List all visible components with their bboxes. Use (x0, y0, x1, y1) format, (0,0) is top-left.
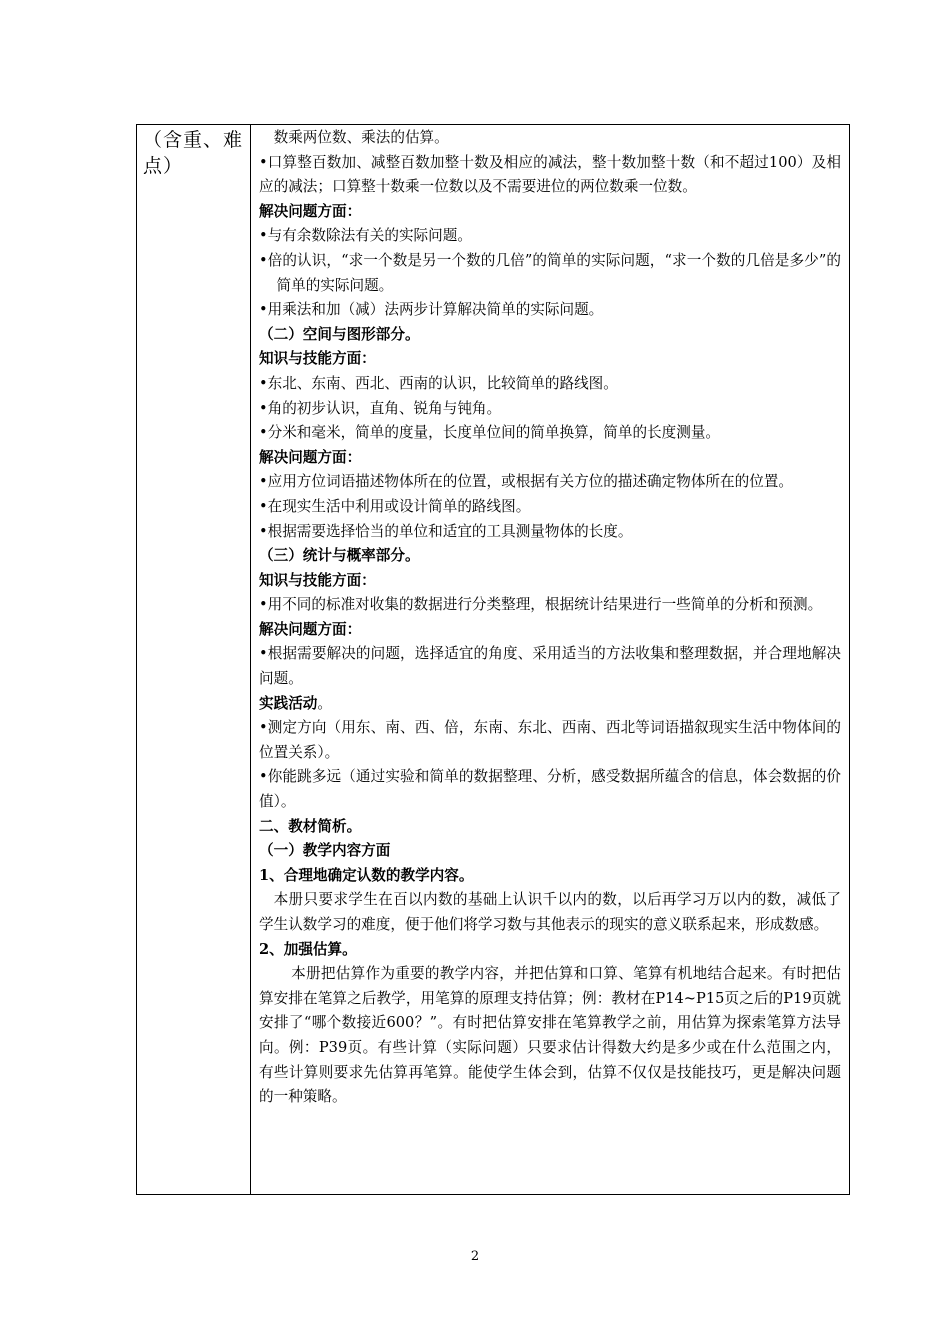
bullet-item: •与有余数除法有关的实际问题。 (259, 227, 472, 245)
section-heading: 解决问题方面： (259, 620, 362, 638)
paragraph: 本册只要求学生在百以内数的基础上认识千以内的数，以后再学习万以内的数，减低了学生认数学习的难度，便于他们将学习数与其他表示的现实的意义联系起来，形成数感。 (259, 891, 841, 933)
section-heading: 解决问题方面： (259, 448, 362, 466)
section-heading: （三）统计与概率部分。 (259, 547, 420, 565)
practice-heading-line (259, 692, 841, 717)
bullet-item: •测定方向（用东、南、西、倍，东南、东北、西南、西北等词语描叙现实生活中物体间的位置关系）。 (259, 719, 841, 761)
bullet-item: •口算整百数加、减整百数加整十数及相应的减法，整十数加整十数（和不超过100）及相应的减法；口算整十数乘一位数以及不需要进位的两位数乘一位数。 (259, 153, 841, 196)
bullet-item: •应用方位词语描述物体所在的位置，或根据有关方位的描述确定物体所在的位置。 (259, 473, 793, 491)
bullet-item: •用不同的标准对收集的数据进行分类整理，根据统计结果进行一些简单的分析和预测。 (259, 596, 823, 614)
left-header-text: （含重、难点） (143, 129, 244, 177)
section-heading: （一）教学内容方面 (259, 842, 391, 860)
section-heading: （二）空间与图形部分。 (259, 325, 420, 343)
bullet-item: •分米和毫米，简单的度量，长度单位间的简单换算，简单的长度测量。 (259, 424, 721, 442)
practice-heading: 实践活动 (259, 694, 318, 712)
section-heading: 1、合理地确定认数的教学内容。 (259, 866, 474, 884)
bullet-item: •角的初步认识，直角、锐角与钝角。 (259, 399, 502, 417)
left-header-cell (137, 125, 251, 1194)
bullet-item: •东北、东南、西北、西南的认识，比较简单的路线图。 (259, 374, 618, 392)
bullet-item: •根据需要解决的问题，选择适宜的角度、采用适当的方法收集和整理数据，并合理地解决问题。 (259, 645, 841, 688)
bullet-item: •根据需要选择恰当的单位和适宜的工具测量物体的长度。 (259, 522, 633, 540)
section-heading: 2、加强估算。 (259, 940, 357, 958)
section-heading: 知识与技能方面： (259, 571, 376, 589)
page-number: 2 (470, 1249, 480, 1264)
bullet-item: •倍的认识，“求一个数是另一个数的几倍”的简单的实际问题，“求一个数的几倍是多少”的简单的实际问题。 (259, 251, 841, 294)
section-heading: 二、教材简析。 (259, 817, 362, 835)
paragraph: 本册把估算作为重要的教学内容，并把估算和口算、笔算有机地结合起来。有时把估算安排在笔算之后教学，用笔算的原理支持估算；例：教材在P14~P15页之后的P19页就安排了“哪个数接近600？”。有时把估算安排在笔算教学之前，用估算为探索笔算方法导向。例：P39页。有些计算（实际问题）只要求估计得数大约是多少或在什么范围之内，有些计算则要求先估算再笔算。能使学生体会到，估算不仅仅是技能技巧，更是解决问题的一种策略。 (259, 965, 841, 1106)
bullet-item: •用乘法和加（减）法两步计算解决简单的实际问题。 (259, 301, 604, 319)
practice-heading-tail: 。 (317, 694, 332, 712)
paragraph: 数乘两位数、乘法的估算。 (273, 129, 449, 146)
section-heading: 解决问题方面： (259, 202, 362, 220)
section-heading: 知识与技能方面： (259, 350, 376, 368)
bullet-item: •在现实生活中利用或设计简单的路线图。 (259, 497, 531, 515)
right-content-cell (251, 125, 849, 1194)
content-table (136, 124, 850, 1195)
bullet-item: •你能跳多远（通过实验和简单的数据整理、分析，感受数据所蕴含的信息，体会数据的价值）。 (259, 768, 841, 811)
